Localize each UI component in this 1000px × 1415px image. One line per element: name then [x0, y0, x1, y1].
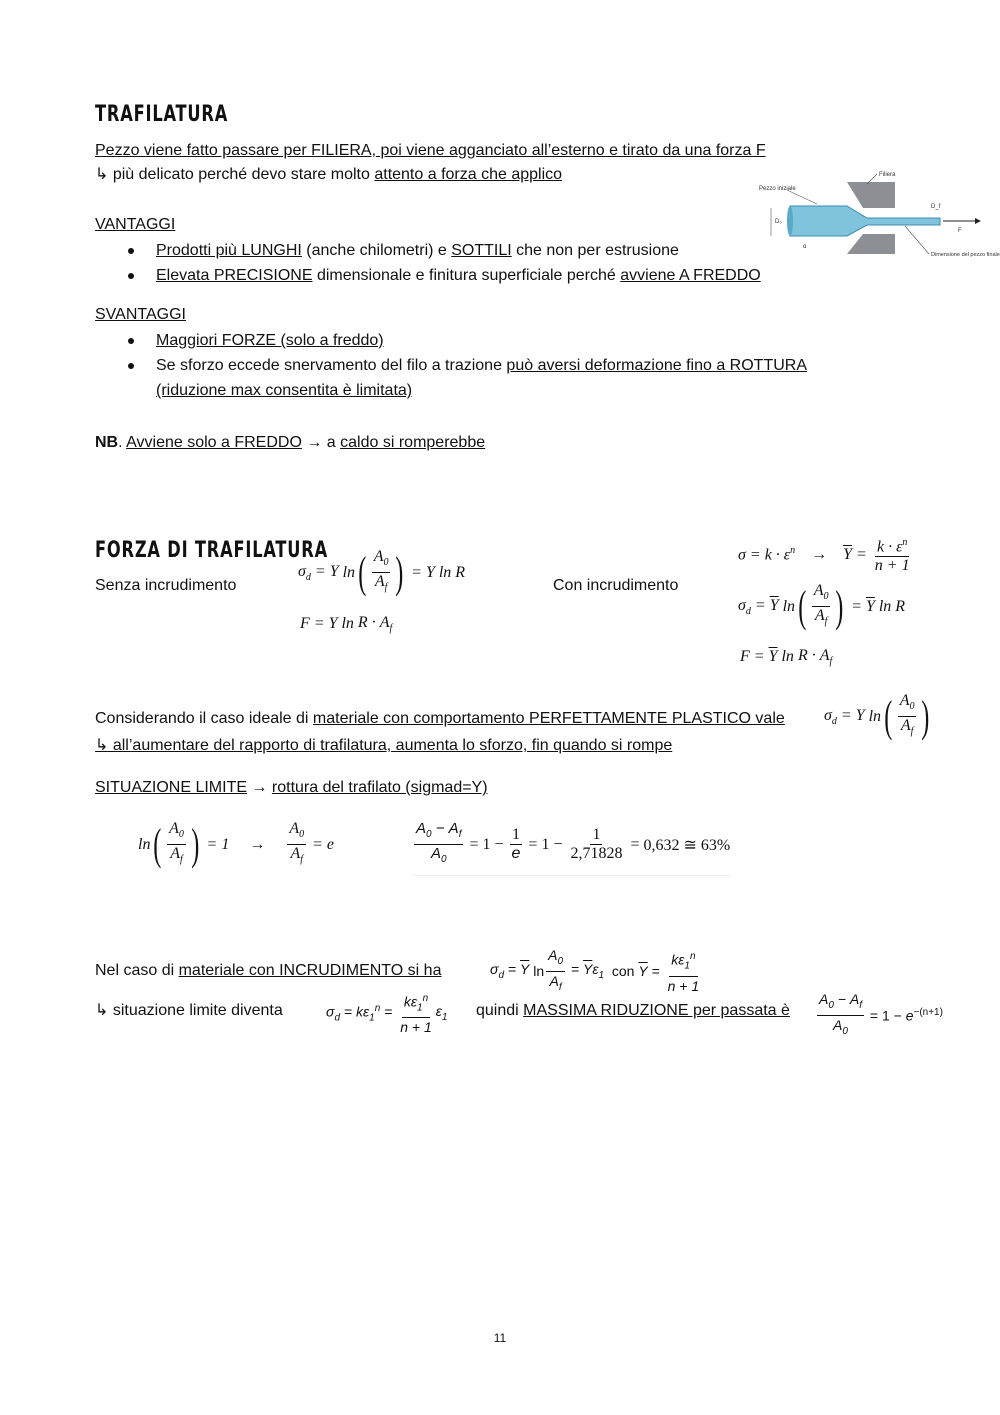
filiera-label: Filiera: [879, 172, 896, 178]
vantaggi-1-d: che non per estrusione: [511, 242, 679, 259]
page-number: 11: [493, 1331, 507, 1345]
formula-force-hardening: $F = \overline{Y}$ ln $R \cdot A_f$: [740, 647, 833, 668]
section-title-trafilatura: TRAFILATURA: [95, 102, 229, 127]
vantaggi-heading: VANTAGGI: [95, 216, 176, 233]
vantaggi-2-a: Elevata PRECISIONE: [156, 267, 313, 284]
force-arrow-head: [975, 218, 981, 224]
die-upper: [847, 182, 895, 208]
situazione-limite-line: [95, 778, 488, 798]
vantaggi-1-b: (anche chilometri) e: [301, 242, 452, 259]
nb-label: NB: [95, 434, 119, 451]
svantaggi-2-a: Se sforzo eccede snervamento del filo a trazione: [156, 357, 507, 374]
formula-sigma-d-ideal: $\sigma_d = Y$ ln ( $\frac{A_0}{A_f}$ ) = Y ln R: [298, 547, 466, 597]
vantaggi-1-c: SOTTILI: [451, 242, 512, 259]
con-incrudimento-label: Con incrudimento: [553, 577, 679, 594]
svantaggi-heading: SVANTAGGI: [95, 306, 186, 323]
vantaggi-item-2: [156, 266, 761, 286]
limite-b: rottura del trafilato (sigmad=Y): [271, 779, 488, 796]
nb-arrow: → a: [301, 434, 341, 451]
e-value: 2,71828: [570, 845, 623, 862]
svantaggi-item-2-cont: (riduzione max consentita è limitata): [156, 382, 413, 399]
vantaggi-2-c: avviene A FREDDO: [620, 267, 761, 284]
intro-line: Pezzo viene fatto passare per FILIERA, poi viene agganciato all’esterno e tirato da una forza F: [95, 142, 766, 159]
dimensione-leader: [905, 226, 929, 254]
workpiece: [790, 206, 940, 236]
die-lower: [847, 234, 895, 254]
quindi: quindi: [476, 1002, 524, 1019]
ideal-link: materiale con comportamento PERFETTAMENTE PLASTICO vale: [312, 710, 785, 727]
df-label: D_f: [931, 204, 941, 210]
senza-incrudimento-label: Senza incrudimento: [95, 577, 237, 594]
d0-label: D₀: [775, 219, 782, 225]
bullet: [128, 273, 134, 279]
formula-max-reduction: $\frac{A_0 - A_f}{A_0}$ = $1 - e^{-(n+1)}$: [819, 991, 943, 1037]
formula-sigma-d-incrudimento: $\sigma_d = \overline{Y}$ ln $\frac{A_0}{A_f}$ = $\overline{Y}\varepsilon_1$ con $\overline{Y}$ = $\frac{k\varepsilon_1^n}{n + 1}$: [490, 947, 700, 994]
vantaggi-1-a: Prodotti più LUNGHI: [156, 242, 302, 259]
formula-sigma-d-hardening: $\sigma_d = \overline{Y}$ ln ( $\frac{A_0}{A_f}$ ) = $\overline{Y}$ ln R: [738, 581, 906, 631]
formula-limit-reduction: $\frac{A_0 - A_f}{A_0}$ = 1 − $\frac{1}{e}$ = 1 − $\frac{1}{2,71828}$ = 0,632 ≅ 63%: [412, 820, 730, 876]
ideal-case-line: [95, 709, 785, 729]
nb-dot: .: [118, 434, 127, 451]
incr-prefix: Nel caso di: [95, 962, 179, 979]
nb-note: [95, 433, 485, 453]
delicate-note: [95, 165, 562, 185]
formula-limit-incrudimento: $\sigma_d = k\varepsilon_1^n$ = $\frac{k\varepsilon_1^n}{n + 1}$ $\varepsilon_1$: [326, 990, 447, 1036]
vantaggi-item-1: [156, 241, 679, 261]
force-label: F: [958, 228, 962, 234]
pezzo-iniziale-label: Pezzo iniziale: [759, 186, 796, 192]
reduction-result: 0,632 ≅ 63%: [643, 836, 731, 854]
ideal-prefix: Considerando il caso ideale di: [95, 710, 313, 727]
delicate-link-text: attento a forza che applico: [374, 166, 563, 183]
drawing-process-figure: [755, 168, 1000, 260]
svantaggi-2-b: può aversi deformazione fino a ROTTURA: [506, 357, 807, 374]
formula-force-ideal: F = Y ln $R \cdot A_f$: [300, 614, 393, 635]
workpiece-end: [787, 206, 793, 236]
svantaggi-item-2: [156, 356, 807, 376]
bullet: [128, 338, 134, 344]
limite-arrow: →: [247, 779, 272, 796]
formula-sigma-d-plastic: $\sigma_d = Y$ ln ( $\frac{A_0}{A_f}$ ): [824, 691, 930, 741]
bullet: [128, 363, 134, 369]
svantaggi-item-1: Maggiori FORZE (solo a freddo): [156, 332, 384, 349]
ideal-case-line-2: ↳ all’aumentare del rapporto di trafilatura, aumenta lo sforzo, fin quando si rompe: [95, 737, 673, 754]
nb-b: caldo si romperebbe: [340, 434, 486, 451]
bullet: [128, 248, 134, 254]
max-rid: MASSIMA RIDUZIONE per passata è: [523, 1002, 790, 1019]
nb-a: Avviene solo a FREDDO: [126, 434, 302, 451]
incr-link: materiale con INCRUDIMENTO si ha: [178, 962, 442, 979]
alpha-label: α: [803, 244, 807, 250]
pezzo-leader: [787, 190, 817, 204]
section-title-forza: FORZA DI TRAFILATURA: [95, 538, 328, 563]
incrudimento-line: [95, 961, 441, 981]
vantaggi-2-b: dimensionale e finitura superficiale perché: [312, 267, 621, 284]
limit2-line: ↳ situazione limite diventa: [95, 1002, 283, 1019]
max-riduzione-line: [476, 1001, 790, 1021]
dimensione-label: Dimensione del pezzo finale: [931, 252, 1000, 258]
limite-a: SITUAZIONE LIMITE: [95, 779, 248, 796]
formula-flow-stress: $\sigma = k \cdot \varepsilon^n$ → $\overline{Y}$ = $\frac{k \cdot \varepsilon^n}{n + 1}$: [738, 534, 914, 575]
formula-limit-ln: ln ( $\frac{A_0}{A_f}$ ) = 1 → $\frac{A_0}{A_f}$ = e: [138, 819, 335, 869]
delicate-prefix: ↳ più delicato perché devo stare molto: [95, 166, 375, 183]
